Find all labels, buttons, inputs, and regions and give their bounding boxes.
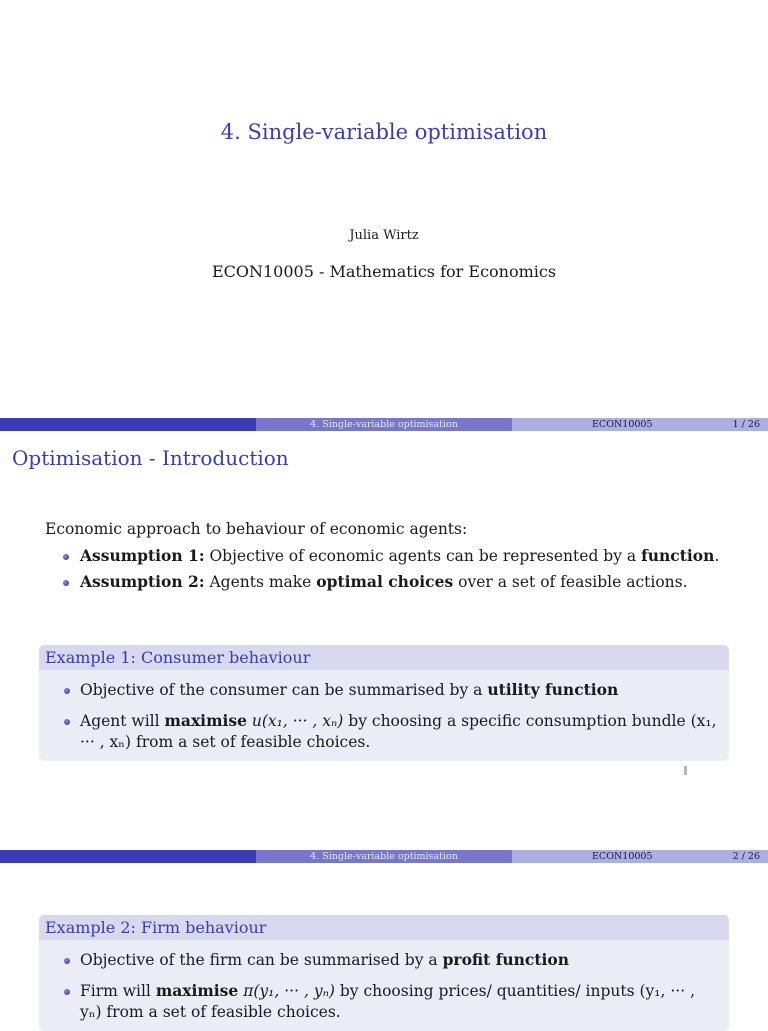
example-block-firm [39, 915, 729, 1031]
slide-footer-1 [0, 418, 768, 431]
scroll-mark [684, 766, 687, 775]
block-title: Example 1: Consumer behaviour [39, 645, 729, 670]
course-name: ECON10005 - Mathematics for Economics [211, 262, 557, 281]
list-item: Objective of the firm can be summarised by a profit function [64, 950, 719, 971]
intro-text: Economic approach to behaviour of economic agents: [45, 520, 468, 538]
assumption-list [45, 546, 719, 598]
footer-page-number: 1 / 26 [732, 419, 760, 430]
footer-section: 4. Single-variable optimisation [256, 850, 512, 863]
block-title: Example 2: Firm behaviour [39, 915, 729, 940]
footer-course-code: ECON10005 [592, 851, 653, 862]
author-name: Julia Wirtz [349, 228, 419, 243]
footer-section: 4. Single-variable optimisation [256, 418, 512, 431]
list-item: Firm will maximise π(y₁, ··· , yₙ) by choosing prices/ quantities/ inputs (y₁, ··· , yₙ) from a set of feasible choices. [64, 981, 719, 1023]
footer-page-number: 2 / 26 [732, 851, 760, 862]
example-block-consumer [39, 645, 729, 761]
frame-title: Optimisation - Introduction [12, 446, 289, 470]
list-item: Assumption 2: Agents make optimal choices over a set of feasible actions. [45, 572, 719, 598]
list-item: Assumption 1: Objective of economic agents can be represented by a function. [45, 546, 719, 572]
list-item: Agent will maximise u(x₁, ··· , xₙ) by choosing a specific consumption bundle (x₁, ··· , xₙ) from a set of feasible choices. [64, 711, 719, 753]
footer-course-code: ECON10005 [592, 419, 653, 430]
list-item: Objective of the consumer can be summarised by a utility function [64, 680, 719, 701]
presentation-title: 4. Single-variable optimisation [220, 120, 548, 144]
slide-footer-2 [0, 850, 768, 863]
